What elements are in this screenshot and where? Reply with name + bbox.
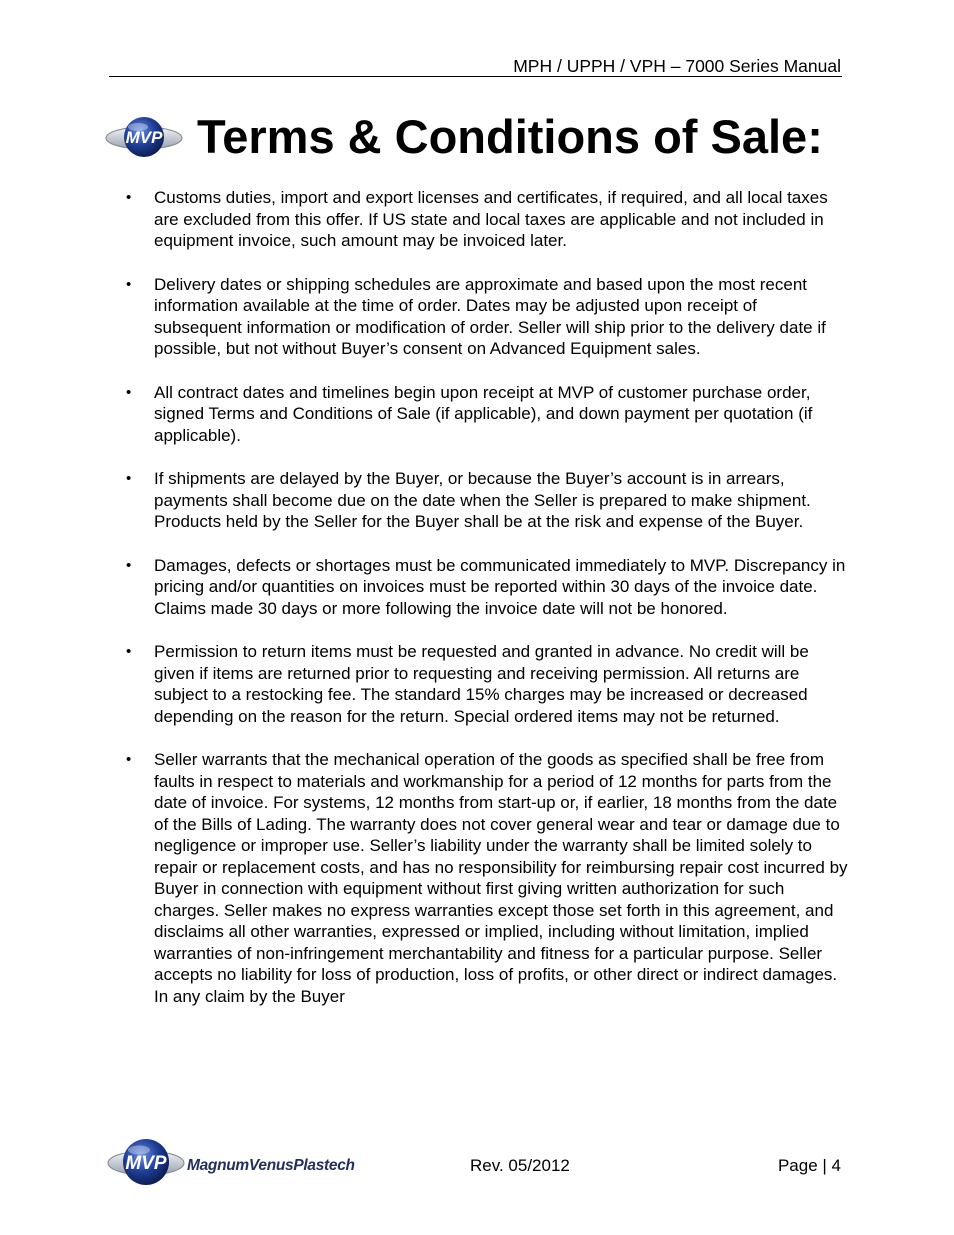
bullet-icon: • bbox=[126, 643, 132, 660]
terms-list bbox=[109, 187, 849, 1029]
term-text: Seller warrants that the mechanical operation of the goods as specified shall be free from faults in respect to materials and workmanship for a period of 12 months for parts from the date of invoice. For systems, 12 months from start-up or, if earlier, 18 months from the date of the Bills of Lading. The warranty does not cover general wear and tear or damage due to negligence or improper use. Seller’s liability under the warranty shall be limited solely to repair or replacement costs, and has no responsibility for reimbursing repair cost incurred by Buyer in connection with equipment without first giving written authorization for such charges. Seller makes no express warranties except those set forth in this agreement, and disclaims all other warranties, expressed or implied, including without limitation, implied warranties of non-infringement merchantability and fitness for a particular purpose. Seller accepts no liability for loss of production, loss of profits, or other direct or indirect damages. In any claim by the Buyer bbox=[154, 750, 848, 1006]
list-item bbox=[109, 274, 849, 360]
footer-brand-name: MagnumVenusPlastech bbox=[187, 1157, 355, 1174]
header-manual-title: MPH / UPPH / VPH – 7000 Series Manual bbox=[513, 56, 841, 76]
term-text: Permission to return items must be requested and granted in advance. No credit will be given if items are returned prior to requesting and receiving permission. All returns are subject to a restocking fee. The standard 15% charges may be increased or decreased depending on the reason for the return. Special ordered items may not be returned. bbox=[154, 642, 809, 726]
bullet-icon: • bbox=[126, 751, 132, 768]
bullet-icon: • bbox=[126, 383, 132, 401]
list-item bbox=[109, 468, 849, 533]
list-item bbox=[109, 382, 849, 447]
bullet-icon: • bbox=[126, 470, 132, 487]
mvp-logo-icon bbox=[104, 114, 184, 160]
bullet-icon: • bbox=[126, 189, 132, 206]
term-text: Damages, defects or shortages must be communicated immediately to MVP. Discrepancy in pricing and/or quantities on invoices must be reported within 30 days of the invoice date. Claims made 30 days or more following the invoice date will not be honored. bbox=[154, 555, 846, 618]
list-item bbox=[109, 749, 849, 1007]
footer-logo-letters: MVP bbox=[125, 1153, 167, 1174]
list-item bbox=[109, 555, 849, 620]
bullet-icon: • bbox=[126, 275, 132, 293]
term-text: If shipments are delayed by the Buyer, or because the Buyer’s account is in arrears, payments shall become due on the date when the Seller is prepared to make shipment. Products held by the Seller for the Buyer shall be at the risk and expense of the Buyer. bbox=[154, 469, 811, 531]
term-text: Customs duties, import and export licenses and certificates, if required, and all local taxes are excluded from this offer. If US state and local taxes are applicable and not included in equipment invoice, such amount may be invoiced later. bbox=[154, 188, 828, 250]
footer-page-number: Page | 4 bbox=[777, 1156, 841, 1175]
logo-letters: MVP bbox=[125, 128, 163, 147]
footer-mvp-logo-icon bbox=[106, 1136, 186, 1190]
page-title: Terms & Conditions of Sale: bbox=[197, 110, 823, 163]
term-text: Delivery dates or shipping schedules are approximate and based upon the most recent information available at the time of order. Dates may be adjusted upon receipt of subsequent information or modification of order. Seller will ship prior to the delivery date if possible, but not without Buyer’s consent on Advanced Equipment sales. bbox=[154, 274, 826, 358]
term-text: All contract dates and timelines begin upon receipt at MVP of customer purchase order, signed Terms and Conditions of Sale (if applicable), and down payment per quotation (if applicable). bbox=[154, 382, 813, 445]
footer-revision: Rev. 05/2012 bbox=[470, 1156, 570, 1175]
list-item bbox=[109, 187, 849, 252]
bullet-icon: • bbox=[126, 556, 132, 574]
header-divider bbox=[109, 76, 842, 77]
list-item bbox=[109, 641, 849, 727]
